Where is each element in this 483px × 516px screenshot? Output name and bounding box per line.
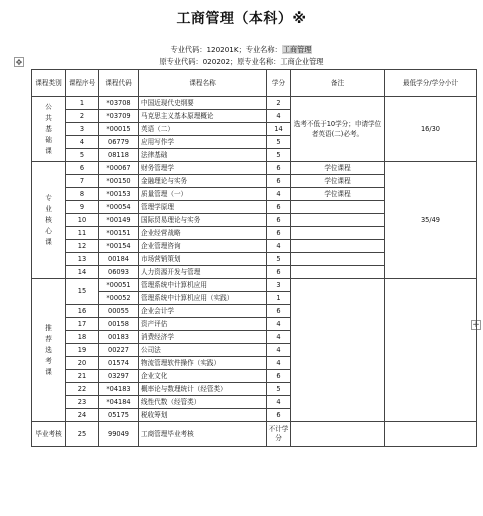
category-cell: 推荐选考课	[32, 279, 66, 422]
seq-cell: 10	[66, 214, 99, 227]
category-cell: 公共基础课	[32, 97, 66, 162]
course-name-cell: 线性代数（经管类）	[139, 396, 267, 409]
course-name-cell: 物流管理软件操作（实践）	[139, 357, 267, 370]
credit-cell: 6	[267, 162, 291, 175]
min-credits-cell	[385, 422, 477, 447]
credit-cell: 4	[267, 396, 291, 409]
course-name-cell: 企业管理咨询	[139, 240, 267, 253]
header-seq: 课程序号	[66, 70, 99, 97]
table-row	[32, 279, 477, 292]
credit-cell: 4	[267, 240, 291, 253]
seq-cell: 12	[66, 240, 99, 253]
code-cell: 08118	[99, 149, 139, 162]
code-cell: 03297	[99, 370, 139, 383]
credit-cell: 6	[267, 214, 291, 227]
course-name-cell: 管理系统中计算机应用（实践）	[139, 292, 267, 305]
header-code: 课程代码	[99, 70, 139, 97]
note-cell	[291, 253, 385, 266]
header-min-credits: 最低学分/学分小计	[385, 70, 477, 97]
code-cell: 00183	[99, 331, 139, 344]
credit-cell: 6	[267, 201, 291, 214]
note-cell: 学位课程	[291, 188, 385, 201]
seq-cell: 5	[66, 149, 99, 162]
code-cell: *00154	[99, 240, 139, 253]
seq-cell: 8	[66, 188, 99, 201]
code-cell: 06779	[99, 136, 139, 149]
table-row	[32, 162, 477, 175]
course-name-cell: 中国近现代史纲要	[139, 97, 267, 110]
page-title: 工商管理（本科）※	[176, 11, 307, 27]
code-cell: 99049	[99, 422, 139, 447]
major-name-highlight[interactable]: 工商管理	[282, 45, 312, 54]
credit-cell: 4	[267, 357, 291, 370]
seq-cell: 22	[66, 383, 99, 396]
min-credits-cell: 16/30	[385, 97, 477, 162]
course-name-cell: 马克思主义基本原理概论	[139, 110, 267, 123]
seq-cell: 20	[66, 357, 99, 370]
former-major-line: 原专业代码：020202；原专业名称：工商企业管理	[159, 57, 324, 66]
credit-cell: 6	[267, 266, 291, 279]
code-cell: 00158	[99, 318, 139, 331]
note-cell: 学位课程	[291, 175, 385, 188]
seq-cell: 16	[66, 305, 99, 318]
note-cell: 选考不低于10学分；申请学位者英语(二)必考。	[291, 97, 385, 162]
course-name-cell: 概率论与数理统计（经管类）	[139, 383, 267, 396]
header-credit: 学分	[267, 70, 291, 97]
seq-cell: 18	[66, 331, 99, 344]
table-body	[32, 97, 477, 447]
course-name-cell: 人力资源开发与管理	[139, 266, 267, 279]
code-cell: 01574	[99, 357, 139, 370]
note-cell	[291, 201, 385, 214]
credit-cell: 不计学分	[267, 422, 291, 447]
seq-cell: 23	[66, 396, 99, 409]
seq-cell: 4	[66, 136, 99, 149]
min-credits-cell: 35/49	[385, 162, 477, 279]
major-code-line	[0, 45, 483, 55]
credit-cell: 6	[267, 305, 291, 318]
course-name-cell: 应用写作学	[139, 136, 267, 149]
course-name-cell: 工商管理毕业考核	[139, 422, 267, 447]
course-name-cell: 企业经营战略	[139, 227, 267, 240]
min-credits-cell	[385, 279, 477, 422]
code-cell: *00149	[99, 214, 139, 227]
seq-cell: 24	[66, 409, 99, 422]
credit-cell: 5	[267, 149, 291, 162]
table-row	[32, 97, 477, 110]
credit-cell: 6	[267, 175, 291, 188]
code-cell: *04183	[99, 383, 139, 396]
seq-cell: 3	[66, 123, 99, 136]
note-cell	[291, 279, 385, 422]
seq-cell: 25	[66, 422, 99, 447]
credit-cell: 4	[267, 110, 291, 123]
credit-cell: 6	[267, 370, 291, 383]
code-cell: 00184	[99, 253, 139, 266]
code-cell: *00052	[99, 292, 139, 305]
code-cell: 00227	[99, 344, 139, 357]
seq-cell: 9	[66, 201, 99, 214]
course-name-cell: 法律基础	[139, 149, 267, 162]
seq-cell: 14	[66, 266, 99, 279]
code-cell: *00067	[99, 162, 139, 175]
credit-cell: 1	[267, 292, 291, 305]
code-cell: *00015	[99, 123, 139, 136]
seq-cell: 13	[66, 253, 99, 266]
seq-cell: 17	[66, 318, 99, 331]
credit-cell: 4	[267, 188, 291, 201]
course-name-cell: 资产评估	[139, 318, 267, 331]
credit-cell: 6	[267, 409, 291, 422]
code-cell: *00153	[99, 188, 139, 201]
seq-cell: 21	[66, 370, 99, 383]
add-row-icon[interactable]: +	[472, 320, 480, 330]
code-cell: *04184	[99, 396, 139, 409]
credit-cell: 6	[267, 227, 291, 240]
course-name-cell: 消费经济学	[139, 331, 267, 344]
header-note: 备注	[291, 70, 385, 97]
credit-cell: 5	[267, 383, 291, 396]
major-code-text: 专业代码：120201K；专业名称：	[170, 45, 282, 54]
code-cell: *00150	[99, 175, 139, 188]
course-name-cell: 市场营销策划	[139, 253, 267, 266]
note-cell: 学位课程	[291, 162, 385, 175]
credit-cell: 14	[267, 123, 291, 136]
code-cell: *03708	[99, 97, 139, 110]
table-header-row	[32, 70, 477, 97]
seq-cell: 15	[66, 279, 99, 305]
credit-cell: 5	[267, 136, 291, 149]
code-cell: 05175	[99, 409, 139, 422]
credit-cell: 5	[267, 253, 291, 266]
code-cell: 00055	[99, 305, 139, 318]
course-name-cell: 英语（二）	[139, 123, 267, 136]
course-name-cell: 国际贸易理论与实务	[139, 214, 267, 227]
note-cell	[291, 214, 385, 227]
course-name-cell: 企业文化	[139, 370, 267, 383]
note-cell	[291, 227, 385, 240]
seq-cell: 7	[66, 175, 99, 188]
course-name-cell: 财务管理学	[139, 162, 267, 175]
credit-cell: 4	[267, 344, 291, 357]
code-cell: *03709	[99, 110, 139, 123]
category-cell: 专业核心课	[32, 162, 66, 279]
course-name-cell: 税收筹划	[139, 409, 267, 422]
code-cell: 06093	[99, 266, 139, 279]
note-cell	[291, 422, 385, 447]
seq-cell: 2	[66, 110, 99, 123]
category-cell: 毕业考核	[32, 422, 66, 447]
credit-cell: 4	[267, 331, 291, 344]
credit-cell: 4	[267, 318, 291, 331]
seq-cell: 6	[66, 162, 99, 175]
course-name-cell: 公司法	[139, 344, 267, 357]
seq-cell: 19	[66, 344, 99, 357]
code-cell: *00051	[99, 279, 139, 292]
course-name-cell: 金融理论与实务	[139, 175, 267, 188]
header-name: 课程名称	[139, 70, 267, 97]
header-category: 课程类别	[32, 70, 66, 97]
course-name-cell: 企业会计学	[139, 305, 267, 318]
course-name-cell: 质量管理（一）	[139, 188, 267, 201]
code-cell: *00151	[99, 227, 139, 240]
note-cell	[291, 266, 385, 279]
table-row	[32, 422, 477, 447]
seq-cell: 1	[66, 97, 99, 110]
credit-cell: 3	[267, 279, 291, 292]
code-cell: *00054	[99, 201, 139, 214]
seq-cell: 11	[66, 227, 99, 240]
move-anchor-icon[interactable]: ✥	[15, 58, 23, 67]
course-name-cell: 管理系统中计算机应用	[139, 279, 267, 292]
course-name-cell: 管理学原理	[139, 201, 267, 214]
credit-cell: 2	[267, 97, 291, 110]
note-cell	[291, 240, 385, 253]
course-table	[31, 69, 477, 447]
